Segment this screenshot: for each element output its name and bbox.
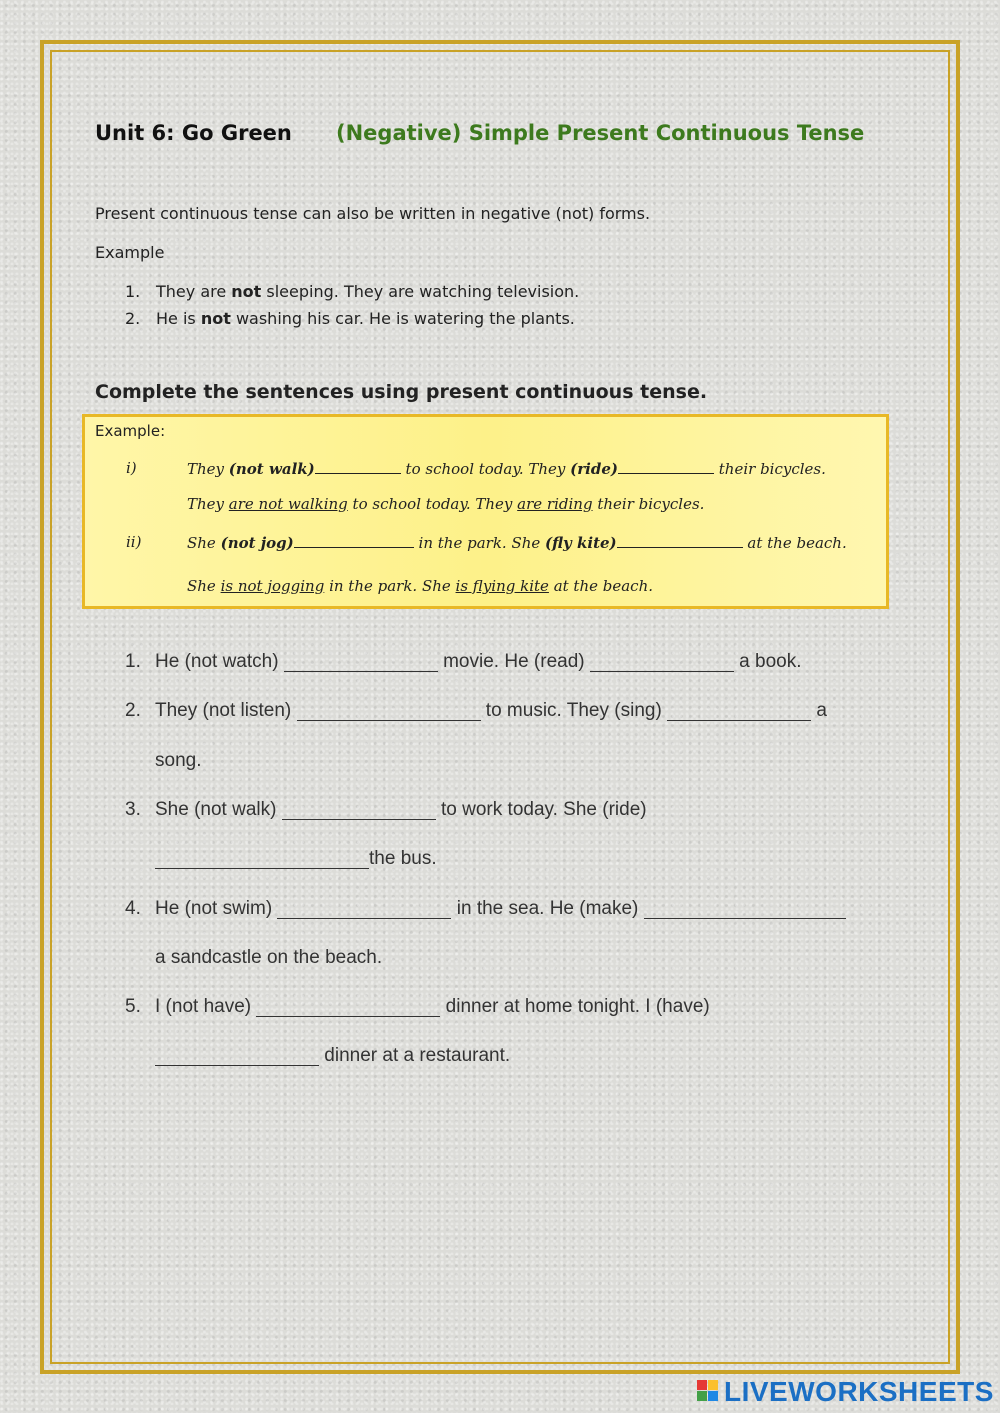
question-line xyxy=(155,996,710,1018)
example-text: She xyxy=(187,577,221,595)
example-verb-cue: (ride) xyxy=(570,460,618,478)
question-text: to music. They (sing) xyxy=(485,700,662,721)
example-text: They xyxy=(187,460,229,478)
unit-title: Unit 6: Go Green xyxy=(95,121,292,145)
question-text: movie. He (read) xyxy=(443,651,585,672)
question-text: dinner at a restaurant. xyxy=(324,1045,511,1066)
answer-input-2b[interactable] xyxy=(667,704,811,721)
example-verb-cue: (not jog) xyxy=(220,534,294,552)
question-line xyxy=(155,651,802,673)
question-number: 1. xyxy=(125,651,141,672)
answer-input-3b[interactable] xyxy=(155,852,369,869)
example-text: sleeping. They are watching television. xyxy=(261,282,580,301)
answer-input-4b[interactable] xyxy=(644,902,846,919)
example-text: their bicycles. xyxy=(714,460,826,478)
example-text: in the park. She xyxy=(413,534,546,552)
example-number: 1. xyxy=(125,282,141,301)
question-text: a sandcastle on the beach. xyxy=(155,947,383,968)
example-box-label: Example: xyxy=(95,422,166,440)
example-answer: are not walking xyxy=(228,495,348,513)
question-number: 3. xyxy=(125,799,141,820)
question-text: They (not listen) xyxy=(155,700,292,721)
example-sentence xyxy=(156,309,575,328)
intro-text: Present continuous tense can also be written in negative (not) forms. xyxy=(95,204,651,223)
question-line xyxy=(155,1045,510,1067)
answer-input-1b[interactable] xyxy=(590,655,734,672)
example-text: They xyxy=(187,495,229,513)
example-blank xyxy=(315,459,401,474)
example-negative-word: not xyxy=(231,282,262,301)
answer-input-1a[interactable] xyxy=(284,655,438,672)
example-answer: is not jogging xyxy=(220,577,325,595)
liveworksheets-logo-icon xyxy=(697,1380,719,1402)
example-sentence xyxy=(156,282,579,301)
question-text: He (not watch) xyxy=(155,651,279,672)
example-blank xyxy=(617,533,743,548)
question-line xyxy=(155,799,647,821)
example-box-number: ii) xyxy=(126,533,142,551)
question-text: He (not swim) xyxy=(155,898,273,919)
example-text: at the beach. xyxy=(548,577,654,595)
question-text: the bus. xyxy=(369,848,437,869)
example-text: washing his car. He is watering the plants. xyxy=(230,309,575,328)
question-number: 5. xyxy=(125,996,141,1017)
example-text: They are xyxy=(156,282,232,301)
answer-input-2a[interactable] xyxy=(297,704,481,721)
example-box-answer xyxy=(187,577,653,595)
example-text: their bicycles. xyxy=(592,495,705,513)
question-text: dinner at home tonight. I (have) xyxy=(445,996,710,1017)
answer-input-5b[interactable] xyxy=(155,1049,319,1066)
example-text: at the beach. xyxy=(742,534,847,552)
liveworksheets-logo[interactable]: LIVEWORKSHEETS xyxy=(724,1376,994,1407)
example-verb-cue: (fly kite) xyxy=(545,534,617,552)
example-box-answer xyxy=(187,495,704,513)
question-line xyxy=(155,700,827,722)
example-answer: is flying kite xyxy=(455,577,549,595)
question-number: 2. xyxy=(125,700,141,721)
example-box-number: i) xyxy=(126,459,137,477)
answer-input-5a[interactable] xyxy=(256,1000,440,1017)
question-text: song. xyxy=(155,750,202,771)
example-number: 2. xyxy=(125,309,141,328)
question-text: a book. xyxy=(739,651,802,672)
example-text: He is xyxy=(156,309,201,328)
answer-input-4a[interactable] xyxy=(277,902,451,919)
example-verb-cue: (not walk) xyxy=(228,460,315,478)
example-text: She xyxy=(187,534,221,552)
example-box-question xyxy=(187,533,847,552)
topic-title: (Negative) Simple Present Continuous Tense xyxy=(336,121,865,145)
example-text: in the park. She xyxy=(324,577,456,595)
question-text: in the sea. He (make) xyxy=(456,898,639,919)
question-line xyxy=(155,898,846,920)
answer-input-3a[interactable] xyxy=(282,803,436,820)
question-text: a xyxy=(816,700,827,721)
example-blank xyxy=(618,459,714,474)
question-text: I (not have) xyxy=(155,996,252,1017)
example-text: to school today. They xyxy=(347,495,518,513)
example-answer: are riding xyxy=(517,495,593,513)
instruction-heading: Complete the sentences using present continuous tense. xyxy=(95,381,708,403)
question-number: 4. xyxy=(125,898,141,919)
example-blank xyxy=(294,533,414,548)
question-text: She (not walk) xyxy=(155,799,277,820)
example-negative-word: not xyxy=(200,309,231,328)
example-text: to school today. They xyxy=(400,460,571,478)
example-label: Example xyxy=(95,243,165,262)
example-box-question xyxy=(187,459,826,478)
question-line xyxy=(155,848,437,870)
question-text: to work today. She (ride) xyxy=(441,799,647,820)
